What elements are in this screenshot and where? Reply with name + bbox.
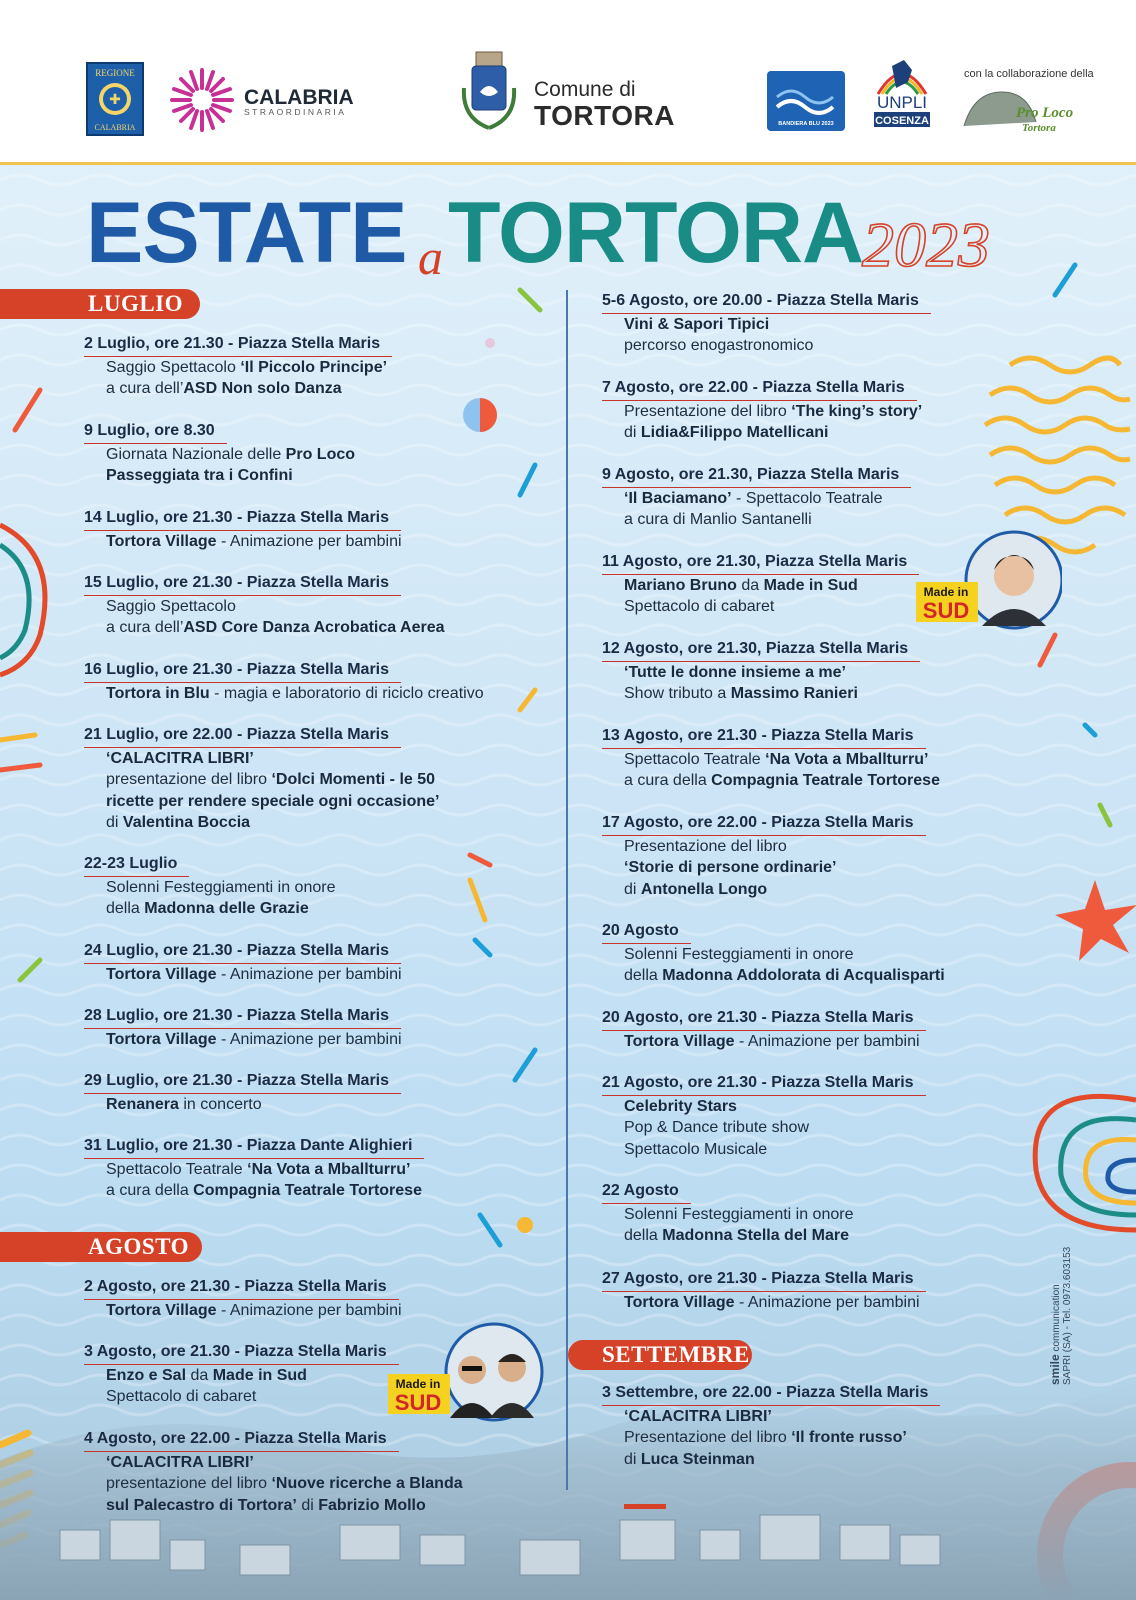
event-highlight: Made in Sud: [763, 576, 858, 594]
event-text: - Animazione per bambini: [216, 532, 402, 550]
event-date: 11 Agosto, ore 21.30, Piazza Stella Maris: [602, 551, 919, 575]
header-bar: [0, 0, 1136, 162]
event-highlight: Madonna delle Grazie: [144, 900, 309, 917]
event-item: [84, 853, 335, 920]
month-agosto: AGOSTO: [0, 1232, 202, 1262]
event-text: Saggio Spettacolo: [106, 358, 241, 376]
comune-tortora-crest: [458, 50, 520, 138]
regione-text: REGIONE: [95, 68, 135, 78]
title-estate: ESTATE: [86, 185, 407, 281]
event-item: [602, 725, 940, 792]
made-in-sud-badge: [388, 1374, 450, 1415]
event-date: 20 Agosto, ore 21.30 - Piazza Stella Maris: [602, 1007, 926, 1031]
proloco-text: Pro Loco: [1016, 105, 1074, 121]
event-highlight: Tortora Village: [106, 1301, 217, 1319]
event-text: Giornata Nazionale delle: [106, 445, 286, 463]
event-date: 5-6 Agosto, ore 20.00 - Piazza Stella Maris: [602, 290, 931, 314]
event-text: Solenni Festeggiamenti in onore: [624, 945, 854, 963]
event-item: [84, 1135, 424, 1202]
event-text: di: [624, 424, 641, 441]
event-text: - Animazione per bambini: [216, 965, 402, 983]
collaborazione-text: con la collaborazione della: [964, 68, 1094, 80]
column-divider: [566, 290, 568, 1490]
event-text: di: [624, 880, 641, 898]
event-text: di: [624, 1450, 641, 1468]
event-date: 17 Agosto, ore 22.00 - Piazza Stella Maris: [602, 812, 926, 836]
event-date: 3 Settembre, ore 22.00 - Piazza Stella Maris: [602, 1382, 940, 1406]
event-item: [602, 638, 920, 705]
event-text: da: [186, 1366, 213, 1384]
event-highlight: sul Palecastro di Tortora’: [106, 1496, 297, 1514]
event-item: [84, 1428, 463, 1516]
event-highlight: Mariano Bruno: [624, 576, 737, 594]
event-highlight: Vini & Sapori Tipici: [624, 315, 770, 333]
event-highlight: Massimo Ranieri: [730, 685, 858, 702]
event-highlight: Lidia&Filippo Matellicani: [640, 424, 829, 441]
sud-text: SUD: [922, 598, 970, 623]
event-date: 20 Agosto: [602, 920, 691, 944]
comune-di-text: Comune di: [534, 78, 636, 101]
straordinaria-text: STRAORDINARIA: [244, 107, 347, 117]
event-date: 22-23 Luglio: [84, 853, 189, 877]
event-text: presentazione del libro: [106, 1475, 272, 1492]
event-highlight: Tortora Village: [624, 1032, 735, 1050]
main-title: [0, 178, 1136, 288]
event-highlight: ASD Non solo Danza: [183, 380, 342, 397]
event-text: - Animazione per bambini: [216, 1030, 402, 1048]
calabria-title: CALABRIA: [244, 86, 354, 109]
cosenza-text: COSENZA: [875, 115, 929, 127]
month-settembre: SETTEMBRE: [568, 1340, 752, 1370]
made-in-sud-badge: [916, 582, 978, 623]
pro-loco-tortora-logo: [960, 86, 1074, 138]
event-text: a cura di Manlio Santanelli: [624, 511, 812, 528]
event-item: [84, 507, 402, 552]
event-highlight: Madonna Addolorata di Acqualisparti: [662, 967, 945, 984]
event-item: [84, 1070, 401, 1115]
event-text: Saggio Spettacolo: [106, 597, 236, 615]
tortora-header-text: TORTORA: [534, 100, 675, 131]
event-item: [84, 1005, 402, 1050]
event-text: - Spettacolo Teatrale: [731, 489, 883, 507]
event-highlight: ‘Na Vota a Mballturru’: [247, 1160, 411, 1178]
event-item: [602, 464, 911, 531]
event-item: [84, 659, 484, 704]
event-date: 14 Luglio, ore 21.30 - Piazza Stella Maris: [84, 507, 401, 531]
svg-text:✚: ✚: [109, 92, 121, 108]
event-date: 24 Luglio, ore 21.30 - Piazza Stella Maris: [84, 940, 401, 964]
event-item: [602, 551, 919, 618]
event-highlight: ‘CALACITRA LIBRI’: [106, 1453, 254, 1471]
event-date: 12 Agosto, ore 21.30, Piazza Stella Maris: [602, 638, 920, 662]
event-text: a cura dell’: [106, 380, 184, 397]
event-text: della: [624, 1227, 663, 1244]
event-date: 22 Agosto: [602, 1180, 691, 1204]
event-highlight: Pro Loco: [285, 445, 356, 463]
made-in-text: Made in: [395, 1377, 441, 1391]
event-highlight: Passeggiata tra i Confini: [106, 467, 293, 484]
event-highlight: Tortora Village: [106, 1030, 217, 1048]
event-item: [84, 333, 392, 400]
credit-text: [1050, 1247, 1073, 1385]
event-date: 21 Luglio, ore 22.00 - Piazza Stella Maris: [84, 724, 401, 748]
event-highlight: ‘Il fronte russo’: [791, 1429, 907, 1446]
event-text: di: [296, 1496, 319, 1514]
event-date: 4 Agosto, ore 22.00 - Piazza Stella Maris: [84, 1428, 399, 1452]
event-text: della: [106, 900, 145, 917]
event-highlight: Celebrity Stars: [624, 1097, 737, 1115]
event-highlight: Tortora Village: [106, 532, 217, 550]
event-date: 15 Luglio, ore 21.30 - Piazza Stella Maris: [84, 572, 401, 596]
event-text: della: [624, 967, 663, 984]
event-date: 21 Agosto, ore 21.30 - Piazza Stella Maris: [602, 1072, 926, 1096]
event-text: Presentazione del libro: [624, 1429, 792, 1446]
mariano-bruno-photo: [912, 530, 1062, 630]
event-date: 2 Agosto, ore 21.30 - Piazza Stella Maris: [84, 1276, 399, 1300]
event-item: [602, 1382, 940, 1470]
event-highlight: Antonella Longo: [640, 880, 768, 898]
event-highlight: Enzo e Sal: [106, 1366, 187, 1384]
event-text: Spettacolo Musicale: [624, 1140, 768, 1158]
event-text: - Animazione per bambini: [734, 1293, 920, 1311]
event-date: 3 Agosto, ore 21.30 - Piazza Stella Maris: [84, 1341, 399, 1365]
month-luglio: LUGLIO: [0, 289, 200, 319]
event-item: [602, 920, 945, 987]
event-highlight: Compagnia Teatrale Tortorese: [193, 1182, 422, 1199]
event-date: 31 Luglio, ore 21.30 - Piazza Dante Alighieri: [84, 1135, 424, 1159]
event-highlight: ‘Tutte le donne insieme a me’: [624, 663, 846, 681]
event-date: 27 Agosto, ore 21.30 - Piazza Stella Maris: [602, 1268, 926, 1292]
credit-line1: communication: [1051, 1284, 1062, 1355]
event-highlight: ricette per rendere speciale ogni occasione’: [106, 792, 440, 810]
event-highlight: ‘CALACITRA LIBRI’: [106, 749, 254, 767]
calabria-text: CALABRIA: [94, 123, 136, 132]
event-text: Spettacolo di cabaret: [106, 1388, 257, 1405]
event-date: 29 Luglio, ore 21.30 - Piazza Stella Maris: [84, 1070, 401, 1094]
event-item: [602, 377, 922, 444]
event-text: Presentazione del libro: [624, 402, 792, 420]
event-text: Pop & Dance tribute show: [624, 1119, 809, 1136]
event-highlight: ‘CALACITRA LIBRI’: [624, 1407, 772, 1425]
event-text: di: [106, 814, 123, 831]
event-highlight: Tortora in Blu: [106, 684, 210, 702]
event-highlight: Compagnia Teatrale Tortorese: [711, 772, 940, 789]
event-highlight: ‘Dolci Momenti - le 50: [271, 771, 436, 788]
event-item: [84, 420, 355, 487]
credit-brand: smile: [1048, 1354, 1062, 1385]
event-date: 9 Luglio, ore 8.30: [84, 420, 227, 444]
event-item: [84, 724, 439, 834]
event-text: Solenni Festeggiamenti in onore: [106, 878, 336, 896]
event-text: in concerto: [178, 1095, 262, 1113]
regione-calabria-logo: [86, 62, 144, 136]
event-text: a cura della: [106, 1182, 194, 1199]
event-item: [602, 1268, 926, 1313]
event-highlight: Made in Sud: [212, 1366, 307, 1384]
event-highlight: ASD Core Danza Acrobatica Aerea: [183, 619, 445, 636]
event-text: Presentazione del libro: [624, 837, 787, 855]
event-item: [602, 1007, 926, 1052]
event-item: [602, 1072, 926, 1160]
event-text: percorso enogastronomico: [624, 337, 814, 354]
title-year: 2023: [862, 209, 990, 280]
event-text: a cura dell’: [106, 619, 184, 636]
event-text: - Animazione per bambini: [216, 1301, 402, 1319]
event-item: [602, 290, 931, 357]
event-text: - Animazione per bambini: [734, 1032, 920, 1050]
unpli-text: UNPLI: [876, 93, 928, 112]
event-highlight: ‘The king’s story’: [791, 402, 923, 420]
event-date: 28 Luglio, ore 21.30 - Piazza Stella Maris: [84, 1005, 401, 1029]
event-item: [84, 572, 445, 639]
event-highlight: Luca Steinman: [640, 1450, 755, 1468]
credit-line2: SAPRI (SA) - Tel. 0973.603153: [1062, 1246, 1073, 1385]
title-a: a: [418, 229, 443, 285]
proloco-town-text: Tortora: [1022, 122, 1056, 134]
bandiera-text: BANDIERA BLU 2023: [778, 121, 834, 127]
event-highlight: Renanera: [106, 1095, 179, 1113]
event-highlight: Tortora Village: [106, 965, 217, 983]
event-date: 7 Agosto, ore 22.00 - Piazza Stella Maris: [602, 377, 917, 401]
unpli-cosenza-logo: [870, 56, 934, 132]
event-text: Show tributo a: [624, 685, 731, 702]
settembre-decor-line: [624, 1504, 666, 1509]
calabria-straordinaria-logo: [168, 66, 368, 136]
event-highlight: ‘Il Piccolo Principe’: [240, 358, 388, 376]
event-date: 16 Luglio, ore 21.30 - Piazza Stella Maris: [84, 659, 401, 683]
event-item: [602, 1180, 853, 1247]
event-highlight: Valentina Boccia: [122, 814, 251, 831]
event-text: da: [736, 576, 764, 594]
event-text: Spettacolo di cabaret: [624, 598, 775, 615]
event-text: a cura della: [624, 772, 712, 789]
event-highlight: ‘Nuove ricerche a Blanda: [271, 1475, 463, 1492]
enzo-e-sal-photo: [386, 1322, 546, 1422]
event-date: 13 Agosto, ore 21.30 - Piazza Stella Maris: [602, 725, 926, 749]
event-date: 2 Luglio, ore 21.30 - Piazza Stella Maris: [84, 333, 392, 357]
event-item: [84, 940, 402, 985]
event-highlight: Fabrizio Mollo: [318, 1496, 426, 1514]
event-text: presentazione del libro: [106, 771, 272, 788]
event-highlight: ‘Il Baciamano’: [624, 489, 732, 507]
event-text: Spettacolo Teatrale: [106, 1160, 248, 1178]
sud-text: SUD: [394, 1390, 442, 1415]
event-highlight: Madonna Stella del Mare: [662, 1227, 849, 1244]
made-in-text: Made in: [923, 585, 969, 599]
event-text: - magia e laboratorio di riciclo creativo: [209, 684, 484, 702]
title-tortora: TORTORA: [448, 185, 864, 281]
event-item: [602, 812, 926, 900]
event-item: [84, 1276, 402, 1321]
event-highlight: ‘Na Vota a Mballturru’: [765, 750, 929, 768]
event-date: 9 Agosto, ore 21.30, Piazza Stella Maris: [602, 464, 911, 488]
bandiera-blu-logo: [767, 71, 845, 131]
event-highlight: Tortora Village: [624, 1293, 735, 1311]
event-text: Spettacolo Teatrale: [624, 750, 766, 768]
event-text: Solenni Festeggiamenti in onore: [624, 1205, 854, 1223]
event-highlight: ‘Storie di persone ordinarie’: [624, 859, 837, 876]
event-item: [84, 1341, 399, 1408]
